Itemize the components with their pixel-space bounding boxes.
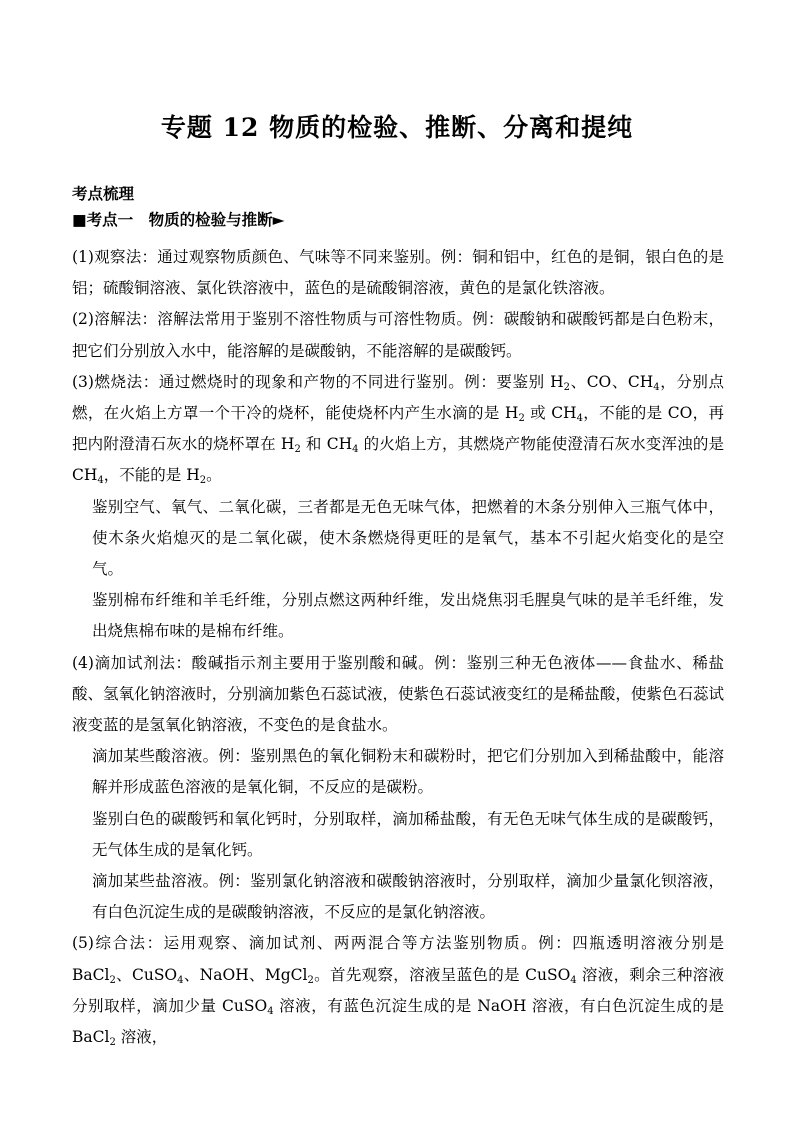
page-title: 专题 12 物质的检验、推断、分离和提纯: [160, 113, 634, 142]
subsection-heading: ■考点一 物质的检验与推断►: [72, 210, 285, 229]
paragraph-combustion-method: (3)燃烧法：通过燃烧时的现象和产物的不同进行鉴别。例：要鉴别 $H_2$、CO、$CH_4$，分别点燃，在火焰上方罩一个干冷的烧杯，能使烧杯内产生水滴的是 $H_2$ 或 $CH_4$，不能的是 CO，再把内附澄清石灰水的烧杯罩在 $H_2$ 和 $CH_4$ 的火焰上方，其燃烧产物能使澄清石灰水变浑浊的是 $CH_4$，不能的是 $H_2$。: [72, 372, 724, 487]
paragraph-carbonate-oxide: 鉴别白色的碳酸钙和氧化钙时，分别取样，滴加稀盐酸，有无色无味气体生成的是碳酸钙，无气体生成的是氧化钙。: [92, 809, 724, 859]
body-text: [72, 242, 724, 1053]
paragraph-comprehensive-method: (5)综合法：运用观察、滴加试剂、两两混合等方法鉴别物质。例：四瓶透明溶液分别是 BaCl$_2$、CuSO$_4$、NaOH、MgCl$_2$。首先观察，溶液呈蓝色的是 CuSO$_4$ 溶液，剩余三种溶液分别取样，滴加少量 CuSO$_4$ 溶液，有蓝色沉淀生成的是 NaOH 溶液，有白色沉淀生成的是 BaCl$_2$ 溶液，: [72, 934, 725, 1049]
paragraph-reagent-method: (4)滴加试剂法：酸碱指示剂主要用于鉴别酸和碱。例：鉴别三种无色液体——食盐水、稀盐酸、氢氧化钠溶液时，分别滴加紫色石蕊试液，使紫色石蕊试液变红的是稀盐酸，使紫色石蕊试液变蓝的是氢氧化钠溶液，不变色的是食盐水。: [72, 653, 724, 735]
paragraph-dissolution-method: (2)溶解法：溶解法常用于鉴别不溶性物质与可溶性物质。例：碳酸钠和碳酸钙都是白色粉末，把它们分别放入水中，能溶解的是碳酸钠，不能溶解的是碳酸钙。: [72, 310, 724, 360]
paragraph-fiber-identification: 鉴别棉布纤维和羊毛纤维，分别点燃这两种纤维，发出烧焦羽毛腥臭气味的是羊毛纤维，发出烧焦棉布味的是棉布纤维。: [92, 591, 724, 641]
paragraph-salt-reagent: 滴加某些盐溶液。例：鉴别氯化钠溶液和碳酸钠溶液时，分别取样，滴加少量氯化钡溶液，有白色沉淀生成的是碳酸钠溶液，不反应的是氯化钠溶液。: [92, 872, 724, 922]
paragraph-acid-reagent: 滴加某些酸溶液。例：鉴别黑色的氧化铜粉末和碳粉时，把它们分别加入到稀盐酸中，能溶解并形成蓝色溶液的是氧化铜，不反应的是碳粉。: [92, 747, 724, 797]
paragraph-gas-identification: 鉴别空气、氧气、二氧化碳，三者都是无色无味气体，把燃着的木条分别伸入三瓶气体中，使木条火焰熄灭的是二氧化碳，使木条燃烧得更旺的是氧气，基本不引起火焰变化的是空气。: [92, 497, 724, 579]
section-heading: 考点梳理: [72, 184, 135, 203]
paragraph-observation-method: (1)观察法：通过观察物质颜色、气味等不同来鉴别。例：铜和铝中，红色的是铜，银白色的是铝；硫酸铜溶液、氯化铁溶液中，蓝色的是硫酸铜溶液，黄色的是氯化铁溶液。: [72, 248, 724, 298]
